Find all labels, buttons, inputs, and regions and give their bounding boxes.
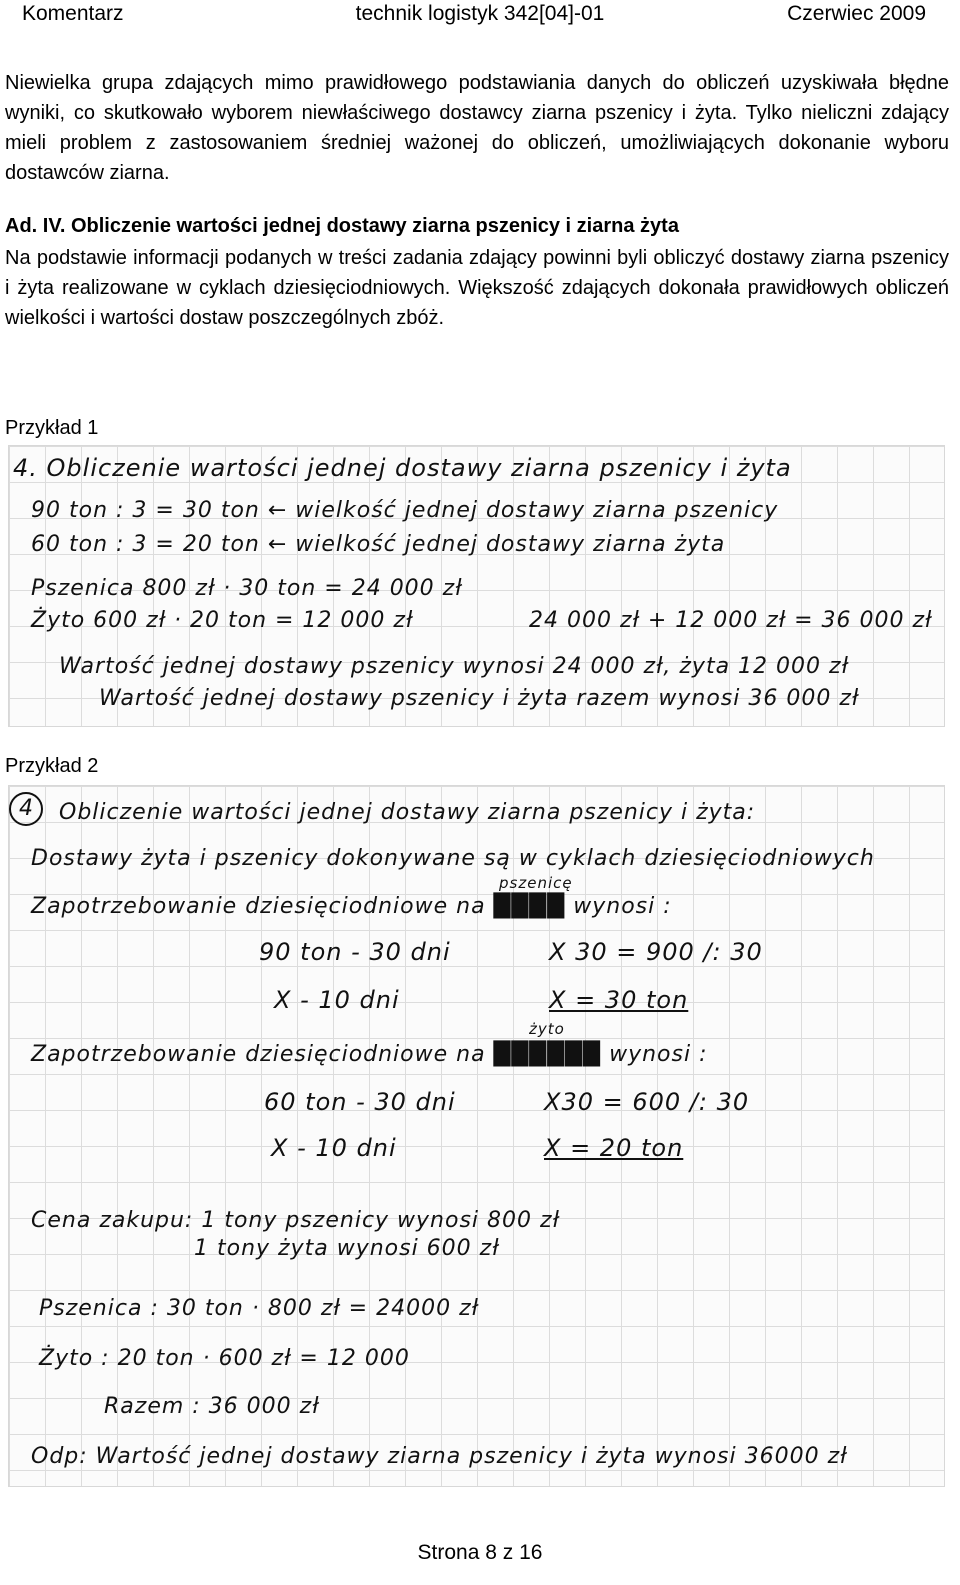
ex2-line-12: X30 = 600 /: 30 [544, 1088, 750, 1116]
ex2-line-16: 1 tony żyta wynosi 600 zł [194, 1236, 500, 1261]
ex2-line-14: X = 20 ton [544, 1134, 684, 1162]
ex2-line-8: X = 30 ton [549, 986, 689, 1014]
section-heading: Ad. IV. Obliczenie wartości jednej dostawy ziarna pszenicy i ziarna żyta [5, 215, 679, 237]
ex1-line-1: 4. Obliczenie wartości jednej dostawy ziarna pszenicy i żyta [13, 454, 792, 482]
ex2-line-11: 60 ton - 30 dni [264, 1088, 456, 1116]
example-1-handwriting-scan [8, 445, 945, 727]
ex2-line-2: Dostawy żyta i pszenicy dokonywane są w cyklach dziesięciodniowych [31, 846, 875, 871]
ex2-circled-number: 4 [9, 792, 43, 826]
example-1-label: Przykład 1 [5, 417, 99, 439]
ex1-line-8: Wartość jednej dostawy pszenicy i żyta razem wynosi 36 000 zł [99, 686, 860, 711]
ex1-line-2: 90 ton : 3 = 30 ton ← wielkość jednej dostawy ziarna pszenicy [31, 498, 779, 523]
ex2-line-15: Cena zakupu: 1 tony pszenicy wynosi 800 zł [31, 1208, 560, 1233]
ex2-line-5: 90 ton - 30 dni [259, 938, 451, 966]
paragraph-body: Na podstawie informacji podanych w treści zadania zdający powinni byli obliczyć dostawy ziarna pszenicy i żyta realizowane w cyklach dziesięciodniowych. Większość zdających dokonała prawidłowych obliczeń wielkości i wartości dostaw poszczególnych zbóż. [5, 247, 949, 329]
ex2-line-3: pszenicę [499, 874, 573, 892]
ex1-line-6: 24 000 zł + 12 000 zł = 36 000 zł [529, 608, 933, 633]
paragraph-intro: Niewielka grupa zdających mimo prawidłowego podstawiania danych do obliczeń uzyskiwała błędne wyniki, co skutkowało wyborem niewłaściwego dostawcy ziarna pszenicy i żyta. Tylko nieliczni zdający mieli problem z zastosowaniem średniej ważonej do obliczeń, umożliwiających dokonanie wyboru dostawców ziarna. [5, 72, 949, 184]
ex1-line-5: Żyto 600 zł · 20 ton = 12 000 zł [31, 608, 414, 633]
page-footer: Strona 8 z 16 [417, 1541, 543, 1564]
header-left: Komentarz [22, 2, 124, 25]
example-2-handwriting-scan [8, 785, 945, 1487]
ex1-line-3: 60 ton : 3 = 20 ton ← wielkość jednej dostawy ziarna żyta [31, 532, 726, 557]
ex2-line-17: Pszenica : 30 ton · 800 zł = 24000 zł [39, 1296, 479, 1321]
ex2-line-19: Razem : 36 000 zł [104, 1394, 320, 1419]
ex2-line-7: X - 10 dni [274, 986, 400, 1014]
ex2-line-18: Żyto : 20 ton · 600 zł = 12 000 [39, 1346, 410, 1371]
example-2-label: Przykład 2 [5, 755, 99, 777]
ex2-line-9: żyto [529, 1020, 565, 1038]
ex1-line-4: Pszenica 800 zł · 30 ton = 24 000 zł [31, 576, 463, 601]
ex2-line-13: X - 10 dni [271, 1134, 397, 1162]
page-header [0, 0, 960, 40]
ex2-line-6: X 30 = 900 /: 30 [549, 938, 763, 966]
ex2-line-4: Zapotrzebowanie dziesięciodniowe na ████ wynosi : [31, 894, 672, 919]
header-right: Czerwiec 2009 [787, 2, 926, 25]
ex2-line-20: Odp: Wartość jednej dostawy ziarna pszenicy i żyta wynosi 36000 zł [31, 1444, 848, 1469]
ex2-line-1: Obliczenie wartości jednej dostawy ziarna pszenicy i żyta: [59, 800, 756, 825]
header-center: technik logistyk 342[04]-01 [355, 2, 605, 25]
ex2-line-10: Zapotrzebowanie dziesięciodniowe na ██████ wynosi : [31, 1042, 708, 1067]
ex1-line-7: Wartość jednej dostawy pszenicy wynosi 24 000 zł, żyta 12 000 zł [59, 654, 849, 679]
